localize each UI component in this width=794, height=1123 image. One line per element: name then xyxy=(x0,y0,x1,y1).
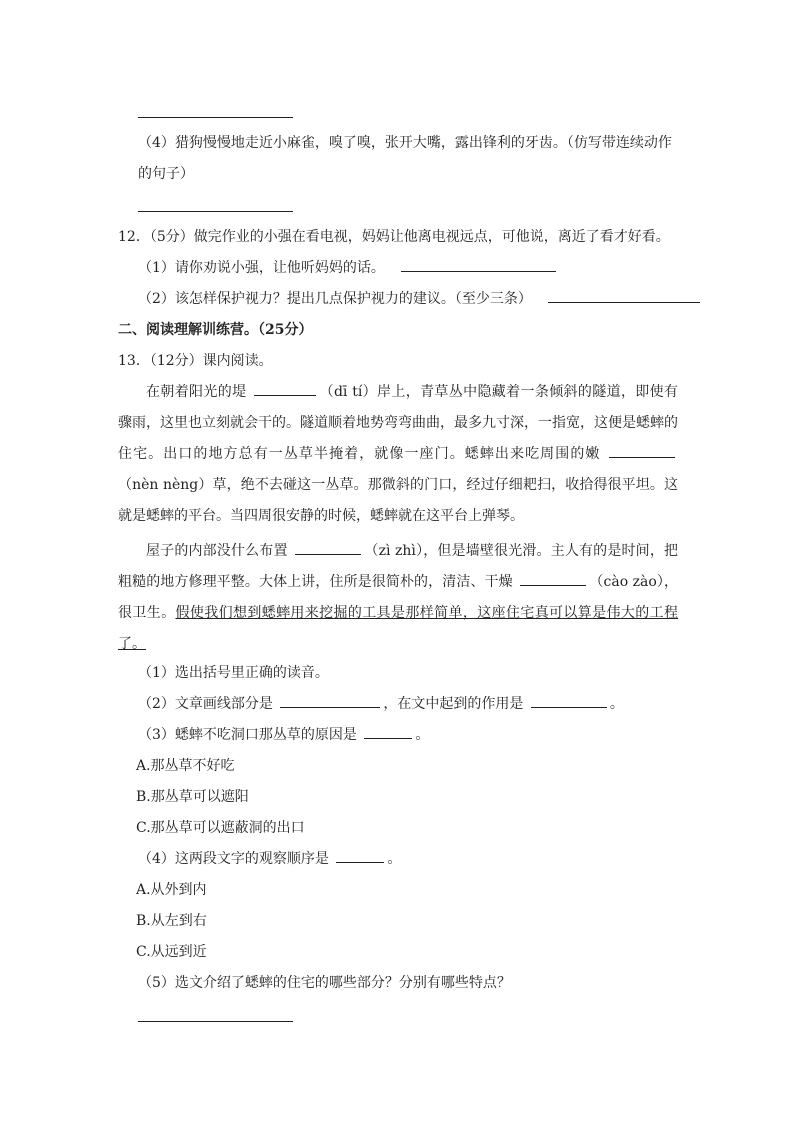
q12-item1-text: （1）请你劝说小强，让他听妈妈的话。 xyxy=(138,260,385,276)
passage2-part-b: （zì zhì），但是墙壁很光滑。主人有的是时间，把粗糙的地方修理平整。大体上讲，住所是很简朴的，清洁、干燥 xyxy=(118,543,678,590)
q13-sub4-option-a[interactable]: A.从外到内 xyxy=(136,882,207,898)
q13-sub2-blank1[interactable] xyxy=(280,693,380,708)
q13-sub1: （1）选出括号里正确的读音。 xyxy=(138,665,329,681)
passage2-underlined: 假使我们想到蟋蟀用来挖掘的工具是那样简单，这座住宅真可以算是伟大的工程了。 xyxy=(118,605,679,652)
q13-sub3 xyxy=(138,724,429,746)
q12-item2 xyxy=(138,288,700,310)
answer-line-top[interactable] xyxy=(138,117,293,118)
passage1-part-c: （nèn nèng）草，绝不去碰这一丛草。那微斜的门口，经过仔细耙扫，收拾得很平坦。这就是蟋蟀的平台。当四周很安静的时候，蟋蟀就在这平台上弹琴。 xyxy=(118,477,678,524)
q11-item4-text-cont: 的句子） xyxy=(138,166,194,182)
q13-sub2-b: ，在文中起到的作用是 xyxy=(383,696,524,712)
q12-item1 xyxy=(138,257,556,279)
section2-title: 二、阅读理解训练营。（25分） xyxy=(118,322,313,338)
q13-sub4 xyxy=(138,848,401,870)
passage2-part-c: （cào zào），很卫生。 xyxy=(118,574,679,621)
q13-sub2-a: （2）文章画线部分是 xyxy=(138,696,273,712)
passage1-part-a: 在朝着阳光的堤 xyxy=(146,384,247,400)
answer-line-q13-5[interactable] xyxy=(138,1021,293,1022)
q12-item1-blank[interactable] xyxy=(401,257,556,272)
q13-stem: 13．（12分）课内阅读。 xyxy=(118,353,273,369)
q13-sub2-c: 。 xyxy=(609,696,624,712)
q13-sub4-option-c[interactable]: C.从远到近 xyxy=(136,944,207,960)
q11-item4-text: （4）猎狗慢慢地走近小麻雀，嗅了嗅，张开大嘴，露出锋利的牙齿。（仿写带连续动作 xyxy=(138,135,672,151)
passage2-blank-zao[interactable] xyxy=(520,571,586,586)
q13-sub3-b: 。 xyxy=(415,727,430,743)
q13-sub4-b: 。 xyxy=(387,851,402,867)
q13-passage1 xyxy=(118,377,678,532)
q12-stem: 12．（5分）做完作业的小强在看电视，妈妈让他离电视远点，可他说，离近了看才好看。 xyxy=(118,229,670,245)
q13-sub3-option-c[interactable]: C.那丛草可以遮蔽洞的出口 xyxy=(136,820,305,836)
q13-sub3-option-a[interactable]: A.那丛草不好吃 xyxy=(136,758,235,774)
q13-sub2 xyxy=(138,693,624,715)
passage1-blank-nen[interactable] xyxy=(609,443,675,458)
q13-sub3-blank[interactable] xyxy=(364,724,412,739)
passage2-blank-zhi[interactable] xyxy=(295,540,361,555)
passage2-part-a: 屋子的内部没什么布置 xyxy=(146,543,288,559)
q13-sub4-a: （4）这两段文字的观察顺序是 xyxy=(138,851,329,867)
q13-passage2 xyxy=(118,536,678,660)
q13-sub3-option-b[interactable]: B.那丛草可以遮阳 xyxy=(136,789,249,805)
passage1-blank-diti[interactable] xyxy=(254,381,316,396)
passage1-part-b: （dī tí）岸上，青草丛中隐藏着一条倾斜的隧道，即使有骤雨，这里也立刻就会干的。隧道顺着地势弯弯曲曲，最多九寸深，一指宽，这便是蟋蟀的住宅。出口的地方总有一丛草半掩着，就像一座门。蟋蟀出来吃周围的嫩 xyxy=(118,384,679,462)
q13-sub4-option-b[interactable]: B.从左到右 xyxy=(136,913,207,929)
q13-sub3-a: （3）蟋蟀不吃洞口那丛草的原因是 xyxy=(138,727,357,743)
answer-line-q11-4[interactable] xyxy=(138,211,293,212)
q12-item2-blank[interactable] xyxy=(548,288,700,303)
q13-sub4-blank[interactable] xyxy=(336,848,384,863)
q12-item2-text: （2）该怎样保护视力？提出几点保护视力的建议。（至少三条） xyxy=(138,291,532,307)
q13-sub5: （5）选文介绍了蟋蟀的住宅的哪些部分？分别有哪些特点？ xyxy=(138,975,511,991)
q13-sub2-blank2[interactable] xyxy=(531,693,607,708)
